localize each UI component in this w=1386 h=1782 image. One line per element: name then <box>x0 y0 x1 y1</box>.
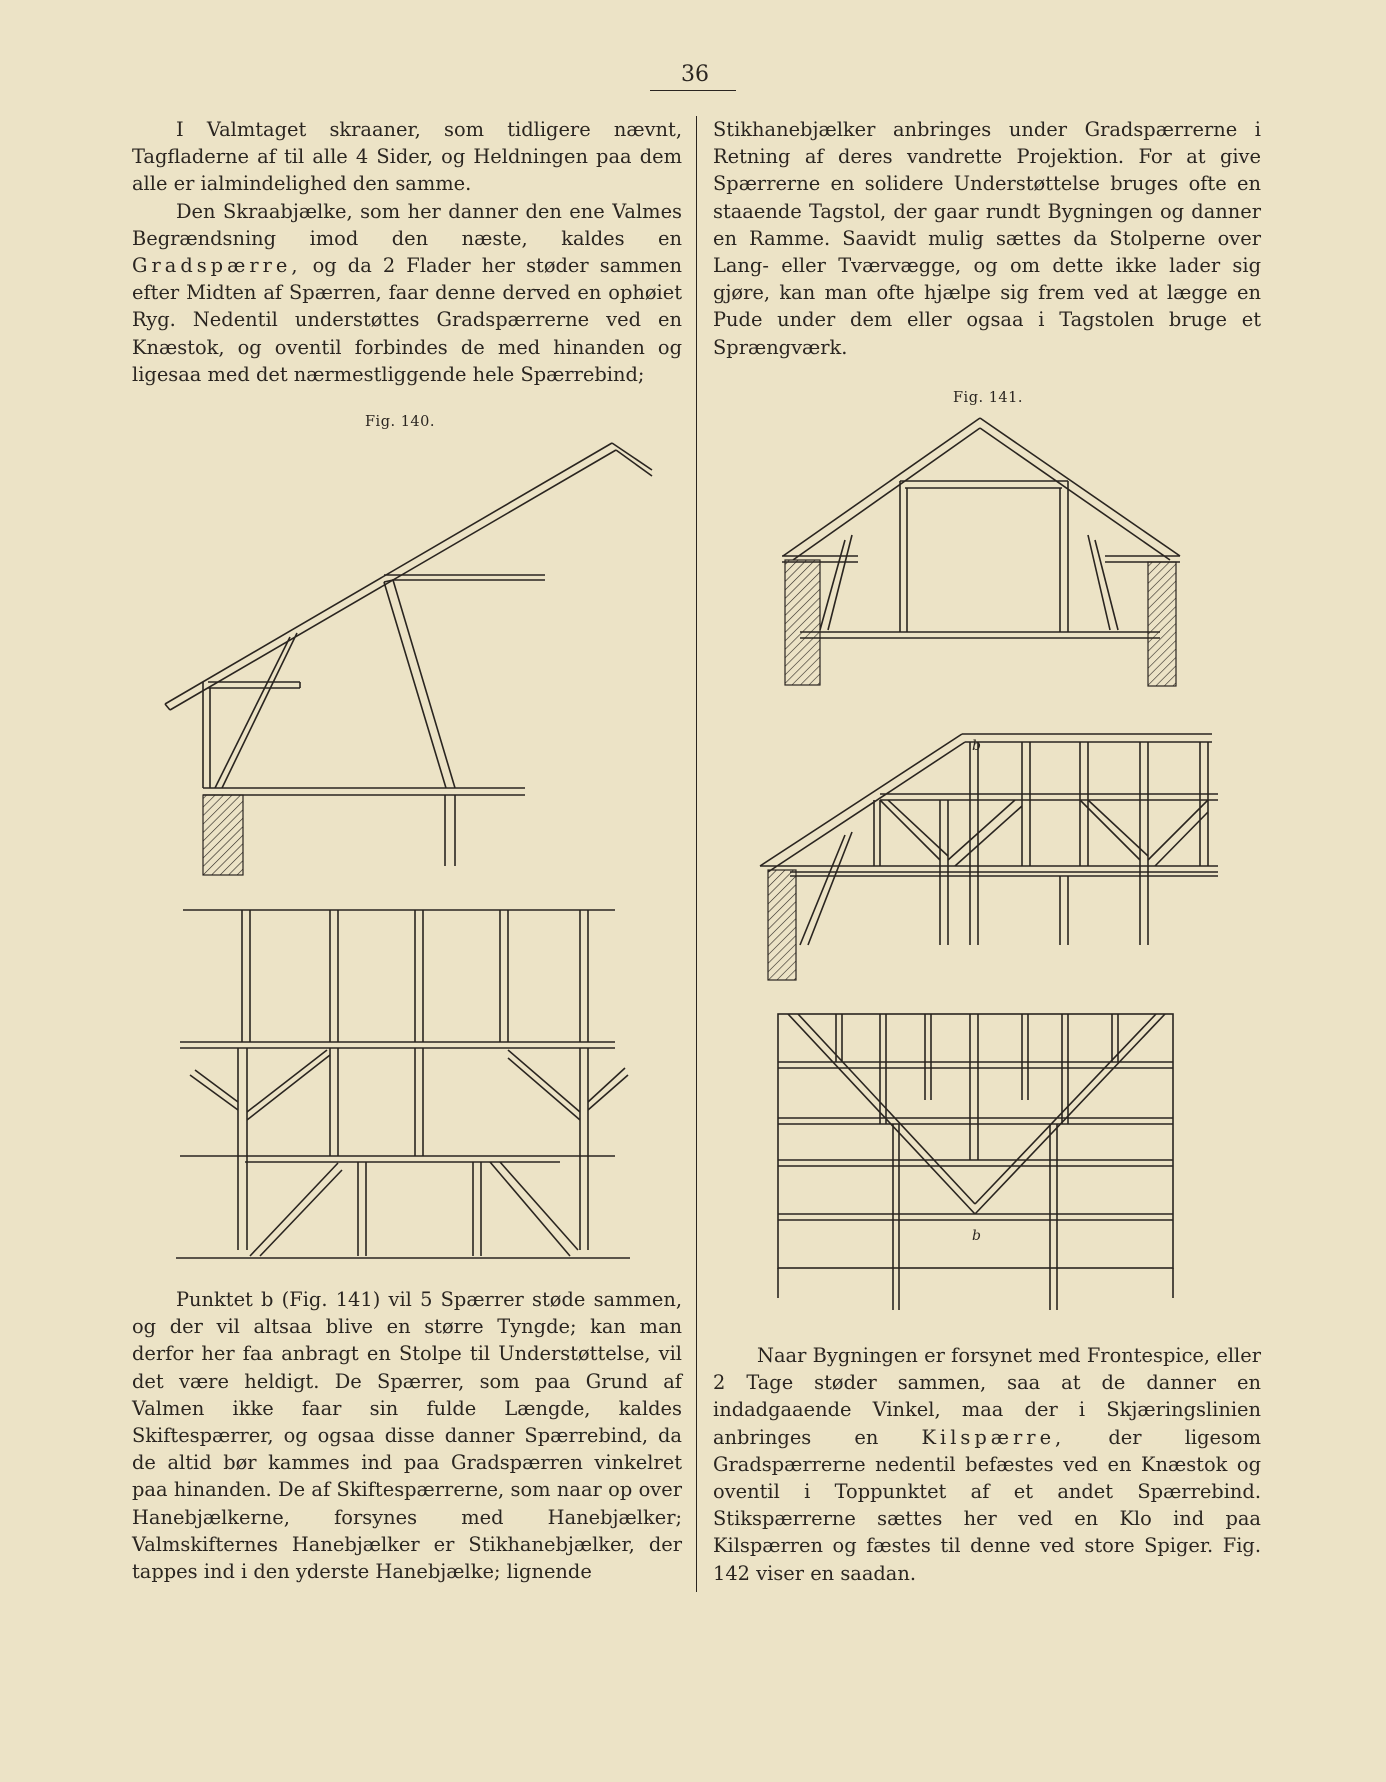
page-number: 36 <box>681 62 709 87</box>
fig141-label-b-plan: b <box>972 1228 981 1244</box>
fig141-caption: Fig. 141. <box>953 390 1023 406</box>
paragraph-frontespice <box>713 1342 1261 1587</box>
text-run: Naar Bygningen er forsynet med Frontespice, eller 2 Tage støder sammen, saa at de danner en indadgaaende Vinkel, maa der i Skjæringslinien anbringes en <box>713 1344 1261 1449</box>
text-run: Den Skraabjælke, som her danner den ene Valmes Begrændsning imod den næste, kaldes en <box>132 199 682 250</box>
text-run: der ligesom Gradspærrerne nedentil befæstes ved en Knæstok og oventil i Toppunktet af et andet Spærrebind. Stikspærrerne sættes her ved en Klo ind paa Kilspærren og fæstes til denne ved store Spiger. Fig. 142 viser en saadan. <box>713 1425 1261 1585</box>
fig141-longitudinal <box>760 734 1218 980</box>
fig140-caption: Fig. 140. <box>365 414 435 430</box>
fig141-plan <box>778 1014 1173 1310</box>
fig141-cross-section <box>782 418 1180 686</box>
paragraph-valmtaget: I Valmtaget skraaner, som tidligere nævnt, Tagfladerne af til alle 4 Sider, og Heldningen paa dem alle er ialmindelighed den samme. <box>132 118 682 196</box>
term-kilspaerre: Kilspærre, <box>921 1425 1066 1449</box>
paragraph-stikhanebjaelker: Stikhanebjælker anbringes under Gradspærrerne i Retning af deres vandrette Projektion. For at give Spærrerne en solidere Understøttelse bruges ofte en staaende Tagstol, der gaar rundt Bygningen og danner en Ramme. Saavidt mulig sættes da Stolperne over Lang- eller Tværvægge, og om dette ikke lader sig gjøre, kan man ofte hjælpe sig frem ved at lægge en Pude under dem eller ogsaa i Tagstolen bruge et Sprængværk. <box>713 118 1261 359</box>
term-gradspaerre: Gradspærre, <box>132 254 302 278</box>
text-run: og da 2 Flader her støder sammen efter Midten af Spærren, faar denne derved en ophøiet Ryg. Nedentil understøttes Gradspærrerne ved en Knæstok, og oventil forbindes de med hinanden og ligesaa med det nærmestliggende hele Spærrebind; <box>132 254 683 386</box>
right-column-bottom-text <box>713 1342 1261 1587</box>
fig141-label-b-top: b <box>972 738 981 754</box>
paragraph-punktet-b: Punktet b (Fig. 141) vil 5 Spærrer støde sammen, og der vil altsaa blive en større Tyngde; kan man derfor her faa anbragt en Stolpe til Understøttelse, vil det være heldigt. De Spærrer, som paa Grund af Valmen ikke faar sin fulde Længde, kaldes Skiftespærrer, og ogsaa disse danner Spærrebind, da de altid bør kammes ind paa Gradspærren vinkelret paa hinanden. De af Skiftespærrerne, som naar op over Hanebjælkerne, forsynes med Hanebjælker; Valmskifternes Hanebjælker er Stikhanebjælker, der tappes ind i den yderste Hanebjælke; lignende <box>132 1288 682 1584</box>
